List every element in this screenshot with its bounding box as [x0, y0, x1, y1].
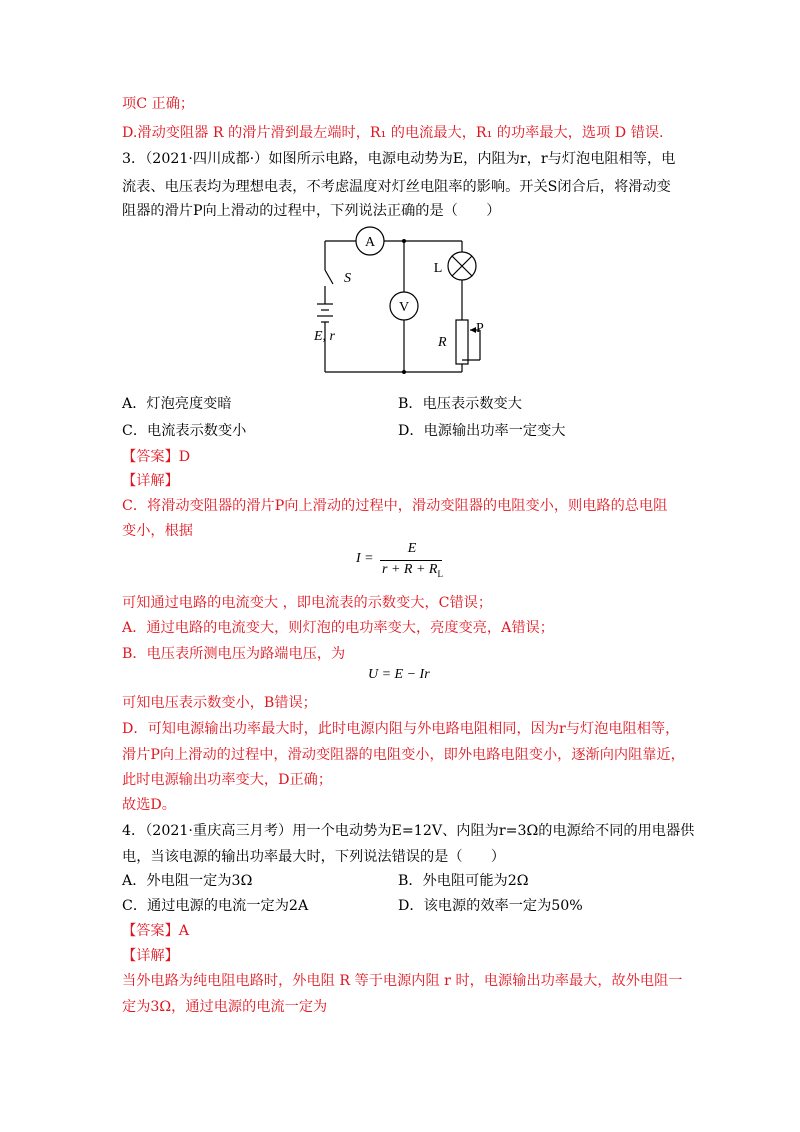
rheostat-label: R [438, 335, 447, 350]
voltmeter-label: V [398, 300, 410, 315]
source-label: E, r [314, 329, 335, 344]
text-line: 定为3Ω，通过电源的电流一定为 [122, 999, 328, 1015]
option-b: B．电压表示数变大 [398, 396, 522, 412]
question-3-stem: 流表、电压表均为理想电表，不考虑温度对灯丝电阻率的影响。开关S闭合后，将滑动变 [122, 179, 671, 195]
option-a: A．外电阻一定为3Ω [122, 873, 253, 889]
option-c: C．电流表示数变小 [122, 423, 247, 439]
formula-denominator: $r + R + R_L$ [382, 562, 443, 579]
text-line: 故选D。 [122, 797, 176, 813]
formula-terminal-voltage: U = E − Ir [368, 667, 430, 682]
question-3-stem: 3．（2021·四川成都·）如图所示电路，电源电动势为E，内阻为r，r与灯泡电阻相等，电 [122, 151, 676, 167]
text-line: 滑片P向上滑动的过程中，滑动变阻器的电阻变小，即外电路电阻变小，逐渐向内阻靠近， [122, 747, 685, 763]
text-line: 可知电压表示数变小，B错误； [122, 695, 317, 711]
answer-label: 【答案】D [122, 449, 191, 465]
text-line: 此时电源输出功率变大，D正确； [122, 772, 333, 788]
slider-label: P [476, 321, 484, 336]
text-line: C．将滑动变阻器的滑片P向上滑动的过程中，滑动变阻器的电阻变小，则电路的总电阻 [122, 498, 668, 514]
text-line: A．通过电路的电流变大，则灯泡的电功率变大，亮度变亮，A错误； [122, 620, 554, 636]
fraction-bar [380, 560, 442, 561]
question-4-stem: 电，当该电源的输出功率最大时，下列说法错误的是（ ） [122, 849, 506, 865]
option-b: B．外电阻可能为2Ω [398, 873, 529, 889]
switch-label: S [344, 271, 351, 286]
option-d: D．该电源的效率一定为50% [398, 898, 583, 914]
text-line: D．可知电源输出功率最大时，此时电源内阻与外电路电阻相同，因为r与灯泡电阻相等， [122, 721, 680, 737]
formula-numerator: E [407, 541, 417, 556]
option-a: A．灯泡亮度变暗 [122, 396, 232, 412]
formula-lhs: I = [356, 551, 374, 566]
ammeter-label: A [364, 235, 376, 250]
text-line: 可知通过电路的电流变大 ，即电流表的示数变大，C错误； [122, 595, 493, 611]
answer-label: 【答案】A [122, 923, 189, 939]
question-3-stem: 阻器的滑片P向上滑动的过程中，下列说法正确的是（ ） [122, 203, 501, 219]
option-d: D．电源输出功率一定变大 [398, 423, 566, 439]
detail-label: 【详解】 [122, 473, 179, 489]
lamp-label: L [433, 261, 443, 276]
text-line: B．电压表所测电压为路端电压，为 [122, 646, 346, 662]
circuit-diagram [300, 222, 484, 374]
question-4-stem: 4．（2021·重庆高三月考）用一个电动势为E=12V、内阻为r=3Ω的电源给不同的用电器供 [122, 823, 695, 839]
detail-label: 【详解】 [122, 948, 179, 964]
text-line: 当外电路为纯电阻电路时，外电阻 R 等于电源内阻 r 时，电源输出功率最大，故外电阻一 [122, 973, 683, 989]
text-line: 项C 正确； [122, 96, 195, 112]
text-line: 变小，根据 [122, 523, 193, 539]
option-c: C．通过电源的电流一定为2A [122, 898, 309, 914]
text-line: D.滑动变阻器 R 的滑片滑到最左端时，R₁ 的电流最大，R₁ 的功率最大，选项 D 错误. [122, 125, 664, 141]
